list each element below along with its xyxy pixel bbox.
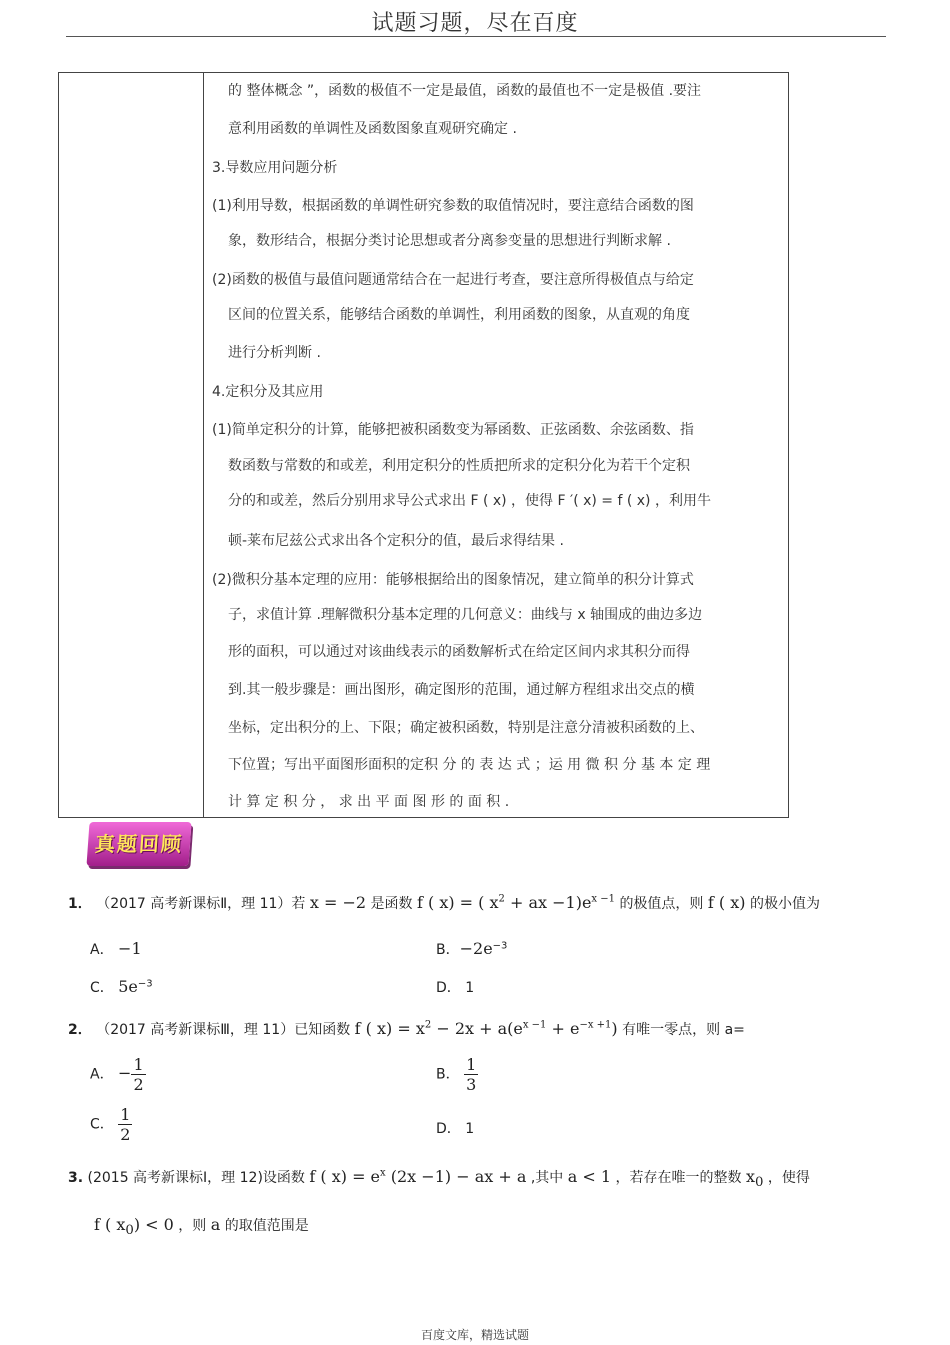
box-line: 坐标，定出积分的上、下限；确定被积函数，特别是注意分清被积函数的上、 [228,720,704,736]
box-line: 计 算 定 积 分 ， 求 出 平 面 图 形 的 面 积 . [228,794,510,810]
box-line: 数函数与常数的和或差，利用定积分的性质把所求的定积分化为若干个定积 [228,458,690,474]
box-line: 形的面积，可以通过对该曲线表示的函数解析式在给定区间内求其积分而得 [228,644,690,660]
option-b[interactable]: B．$-2e^{-3}$ [436,939,508,958]
box-line: 分的和或差，然后分别用求导公式求出 F ( x) ，使得 F ′( x) = f ( x) ，利用牛 [228,493,711,509]
option-d[interactable]: D． 1 [436,1121,475,1137]
question-text: 是函数 [370,896,413,912]
box-line: 顿-莱布尼兹公式求出各个定积分的值，最后求得结果 . [228,533,564,549]
question-text: 的极值点，则 [619,896,704,912]
function-expr: f ( $x) = x^2 - 2x + a(e^{x -1} + e^{-x +1})$ [354,1019,618,1038]
box-line: 到.其一般步骤是：画出图形，确定图形的范围，通过解方程组求出交点的横 [228,682,695,698]
box-line: 的 整体概念 ”，函数的极值不一定是最值，函数的最值也不一定是极值 .要注 [228,83,702,99]
question-3 [68,1167,810,1190]
section-badge-label: 真题回顾 [94,832,184,856]
option-d[interactable]: D． 1 [436,980,475,996]
question-source: (2015 高考新课标Ⅰ，理 12)设函数 [87,1170,305,1186]
option-b[interactable]: B． $\frac{1}{3}$ [436,1055,477,1094]
question-source: （2017 高考新课标Ⅱ，理 11）若 [96,896,306,912]
header-divider [66,36,886,37]
box-line: 意利用函数的单调性及函数图象直观研究确定 . [228,121,517,137]
question-3-line2 [94,1215,309,1238]
variable-a: a [210,1215,221,1234]
box-line: (1)简单定积分的计算，能够把被积函数变为幂函数、正弦函数、余弦函数、指 [212,422,694,438]
question-number: 1． [68,896,92,912]
variable-x0: $x_0$ [745,1167,764,1191]
condition: a < 1 [567,1167,612,1186]
option-c[interactable]: C． $5e^{-3}$ [90,977,153,996]
option-a[interactable]: A． − $\frac{1}{2}$ [90,1055,144,1094]
box-line: (1)利用导数，根据函数的单调性研究参数的取值情况时，要注意结合函数的图 [212,198,694,214]
box-line: 进行分析判断 . [228,345,321,361]
inequality: f ( $x_0) < 0$ [94,1215,174,1239]
box-line: (2)微积分基本定理的应用：能够根据给出的图象情况，建立简单的积分计算式 [212,572,694,588]
function-ref: f ( x) [707,893,746,912]
question-number: 2． [68,1022,92,1038]
summary-table-left-cell [58,72,204,818]
function-expr: f ( x) = ( $x^2$ + ax $-1)e^{x -1}$ [416,893,615,912]
page-footer: 百度文库，精选试题 [420,1328,529,1342]
option-a[interactable]: A． −1 [90,939,142,958]
question-text: ，使得 [767,1170,810,1186]
question-text: ，若存在唯一的整数 [615,1170,742,1186]
question-text: 的极小值为 [749,896,820,912]
question-text: 的取值范围是 [224,1218,309,1234]
question-1 [68,893,820,913]
page-header-title: 试题习题，尽在百度 [371,11,579,36]
box-line: (2)函数的极值与最值问题通常结合在一起进行考查，要注意所得极值点与给定 [212,272,694,288]
question-text: ,其中 [530,1170,564,1186]
box-line: 3.导数应用问题分析 [212,160,338,176]
question-ask: a= [724,1022,745,1038]
question-text: ，则 [178,1218,207,1234]
option-c[interactable]: C． $\frac{1}{2}$ [90,1105,131,1144]
condition: x = −2 [309,893,367,912]
box-line: 象，数形结合，根据分类讨论思想或者分离参变量的思想进行判断求解 . [228,233,671,249]
box-line: 下位置；写出平面图形面积的定积 分 的 表 达 式 ；运 用 微 积 分 基 本 定 理 [228,757,711,773]
question-source: （2017 高考新课标Ⅲ，理 11）已知函数 [96,1022,351,1038]
box-line: 4.定积分及其应用 [212,384,324,400]
function-expr: f ( $x) = e^x$ (2x −1) − ax + a [309,1167,527,1186]
question-number: 3. [68,1170,84,1186]
box-line: 区间的位置关系，能够结合函数的单调性，利用函数的图象，从直观的角度 [228,307,690,323]
question-text: 有唯一零点，则 [622,1022,721,1038]
box-line: 子，求值计算 .理解微积分基本定理的几何意义：曲线与 x 轴围成的曲边多边 [228,607,703,623]
question-2 [68,1019,745,1039]
section-badge [86,822,191,866]
